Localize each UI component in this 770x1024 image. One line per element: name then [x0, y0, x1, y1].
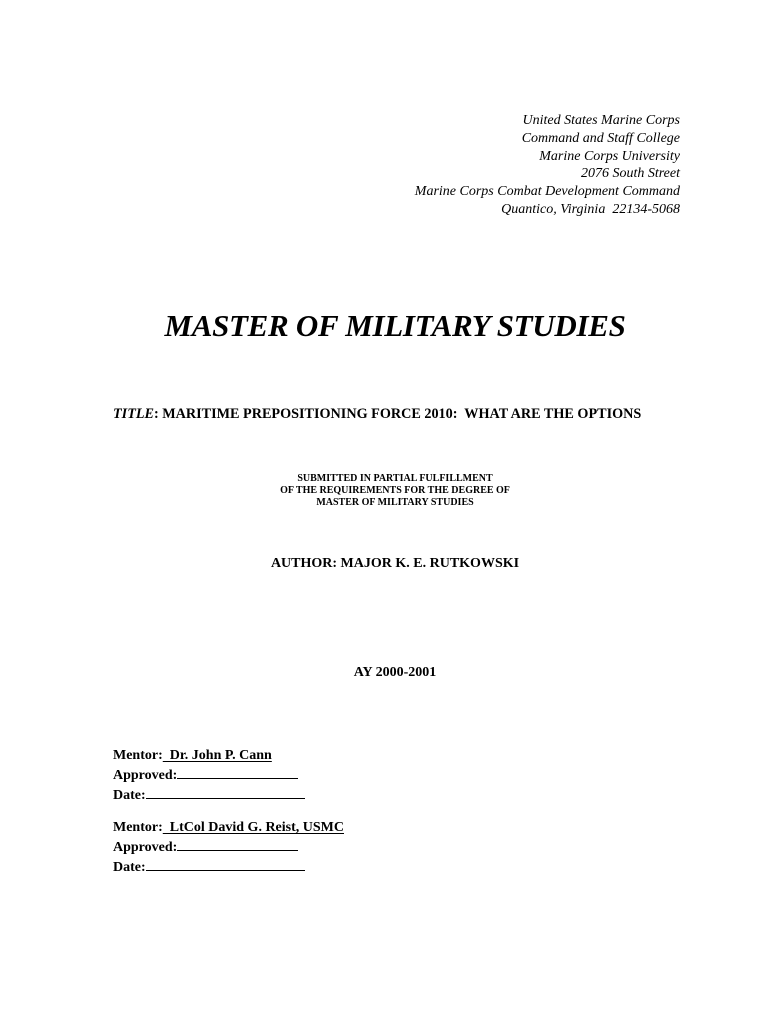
- thesis-title: [113, 406, 641, 423]
- date-signature-line: [146, 785, 305, 799]
- institution-address: [415, 112, 680, 219]
- date-row: [113, 785, 305, 805]
- mentor-block: [113, 819, 344, 877]
- date-signature-line: [146, 857, 305, 871]
- date-label: Date:: [113, 860, 146, 875]
- approved-signature-line: [177, 765, 298, 779]
- approved-label: Approved:: [113, 768, 178, 783]
- mentor-name: Dr. John P. Cann: [162, 748, 272, 763]
- address-line: Marine Corps Combat Development Command: [414, 184, 680, 200]
- address-line: Marine Corps University: [539, 148, 680, 164]
- mentor-block: [113, 747, 305, 805]
- approved-label: Approved:: [113, 840, 178, 855]
- approved-row: [113, 765, 305, 785]
- address-line: United States Marine Corps: [522, 113, 680, 128]
- mentor-row: [113, 747, 305, 765]
- thesis-title-label: TITLE: [113, 406, 154, 422]
- mentor-label: Mentor:: [113, 748, 163, 763]
- approved-row: [113, 837, 344, 857]
- mentor-row: [113, 819, 344, 837]
- mentor-label: Mentor:: [113, 820, 163, 835]
- approved-signature-line: [177, 837, 298, 851]
- thesis-title-text: : MARITIME PREPOSITIONING FORCE 2010: WHAT ARE THE OPTIONS: [153, 406, 642, 422]
- address-line: 2076 South Street: [580, 166, 680, 182]
- submission-line: OF THE REQUIREMENTS FOR THE DEGREE OF: [280, 485, 510, 497]
- submission-line: SUBMITTED IN PARTIAL FULFILLMENT: [297, 473, 493, 484]
- submission-statement: [0, 473, 770, 510]
- address-line: Command and Staff College: [521, 130, 680, 146]
- submission-line: MASTER OF MILITARY STUDIES: [316, 497, 474, 509]
- date-row: [113, 857, 344, 877]
- author: AUTHOR: MAJOR K. E. RUTKOWSKI: [270, 556, 520, 571]
- address-line: Quantico, Virginia 22134-5068: [501, 201, 680, 217]
- academic-year: AY 2000-2001: [353, 665, 437, 680]
- document-title: MASTER OF MILITARY STUDIES: [164, 308, 626, 343]
- mentor-name: LtCol David G. Reist, USMC: [162, 820, 344, 835]
- date-label: Date:: [113, 788, 146, 803]
